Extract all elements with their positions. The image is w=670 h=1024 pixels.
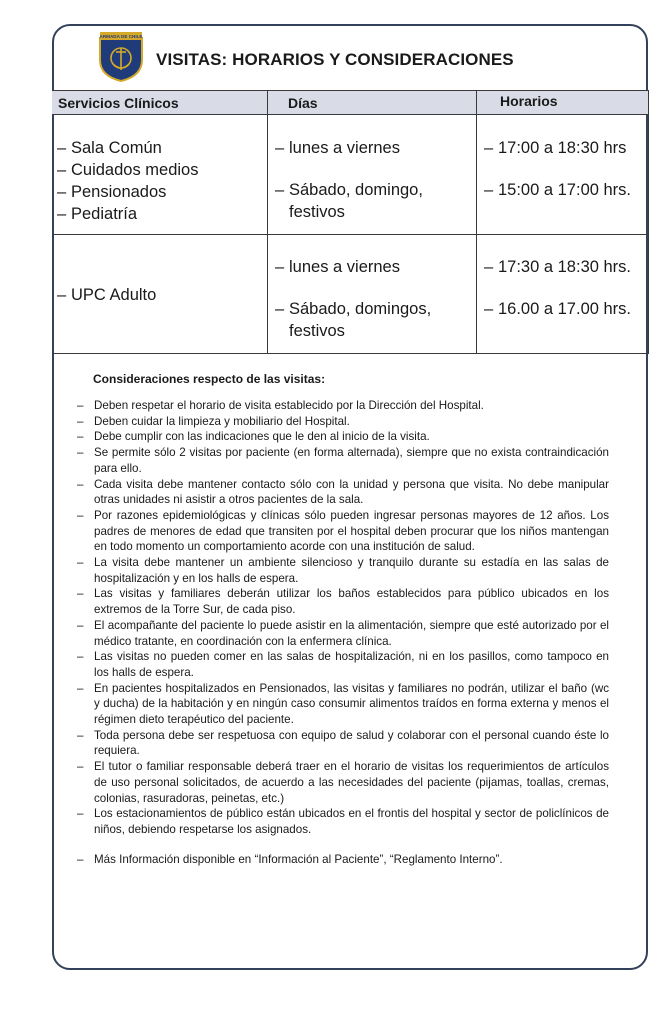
considerations-title: Consideraciones respecto de las visitas: bbox=[93, 372, 326, 386]
list-item: – Las visitas y familiares deberán utilizar los baños establecidos para público ubicados en los extremos de la Torre Sur, de cada piso. bbox=[77, 587, 609, 617]
list-item: – La visita debe mantener un ambiente silencioso y tranquilo durante su estadía en las salas de hospitalización y en los halls de espera. bbox=[77, 556, 609, 585]
list-item: – Deben cuidar la limpieza y mobiliario del Hospital. bbox=[77, 414, 350, 428]
day-item: – lunes a viernes bbox=[275, 258, 400, 276]
logo-text: ARMADA DE CHILE bbox=[99, 34, 143, 40]
list-item: – El tutor o familiar responsable deberá traer en el horario de visitas los requerimientos de artículos de uso personal solicitados, de acuerdo a las necesidades del paciente (pijamas, toallas, cremas, colonias, rasuradoras, peinetas, etc.) bbox=[77, 760, 609, 805]
considerations-list bbox=[77, 398, 609, 867]
table-cell-dias bbox=[275, 137, 423, 223]
table-divider bbox=[476, 90, 477, 354]
table-cell-horarios bbox=[484, 137, 631, 201]
service-item: – Sala Común bbox=[57, 139, 162, 157]
service-item: – Pensionados bbox=[57, 183, 167, 201]
list-item: – El acompañante del paciente lo puede asistir en la alimentación, siempre que esté autorizado por el médico tratante, en coordinación con la enfermera clínica. bbox=[77, 618, 609, 648]
header-servicios: Servicios Clínicos bbox=[58, 95, 179, 111]
page-title: VISITAS: HORARIOS Y CONSIDERACIONES bbox=[156, 50, 514, 69]
day-item: festivos bbox=[289, 203, 345, 221]
service-item: – UPC Adulto bbox=[57, 286, 157, 304]
table-divider bbox=[648, 90, 649, 354]
service-item: – Pediatría bbox=[57, 205, 138, 223]
navy-crest-logo-icon bbox=[96, 30, 146, 82]
table-divider bbox=[267, 90, 268, 354]
list-item: – En pacientes hospitalizados en Pensionados, las visitas y familiares no podrán, utilizar el baño (wc y ducha) de la habitación y en ningún caso consumir alimentos traídos en forma externa y menos el régimen dieto terapéutico del paciente. bbox=[77, 681, 609, 727]
day-item: – lunes a viernes bbox=[275, 139, 400, 157]
table-cell-servicios bbox=[57, 284, 156, 306]
table-cell-servicios bbox=[57, 137, 199, 225]
table-cell-horarios bbox=[484, 256, 631, 320]
service-item: – Cuidados medios bbox=[57, 161, 199, 179]
list-item: – Por razones epidemiológicas y clínicas sólo pueden ingresar personas mayores de 12 años. Los padres de menores de edad que transiten por el hospital deben procurar que los niños mantengan en todo momento un comportamiento acorde con una institución de salud. bbox=[77, 508, 609, 554]
list-item: – Se permite sólo 2 visitas por paciente (en forma alternada), siempre que no exista contraindicación para ello. bbox=[77, 446, 609, 475]
document-header bbox=[52, 24, 648, 90]
list-item: – Deben respetar el horario de visita establecido por la Dirección del Hospital. bbox=[77, 399, 484, 412]
list-item: – Toda persona debe ser respetuosa con equipo de salud y colaborar con el personal cuando éste lo requiera. bbox=[77, 728, 609, 758]
table-cell-dias bbox=[275, 256, 431, 342]
day-item: – Sábado, domingos, bbox=[275, 300, 432, 318]
list-item: – Los estacionamientos de público están ubicados en el frontis del hospital y sector de policlínicos de niños, debiendo respetarse los asignados. bbox=[77, 807, 609, 836]
list-item: – Cada visita debe mantener contacto sólo con la unidad y persona que visita. No debe manipular otras unidades ni asistir a otros pacientes de la sala. bbox=[77, 477, 609, 507]
list-item: – Debe cumplir con las indicaciones que le den al inicio de la visita. bbox=[77, 430, 430, 444]
header-dias: Días bbox=[288, 95, 318, 111]
time-item: – 17:30 a 18:30 hrs. bbox=[484, 258, 632, 276]
day-item: – Sábado, domingo, bbox=[275, 181, 423, 199]
day-item: festivos bbox=[289, 322, 345, 340]
time-item: – 15:00 a 17:00 hrs. bbox=[484, 181, 632, 199]
time-item: – 16.00 a 17.00 hrs. bbox=[484, 300, 632, 318]
table-row-divider bbox=[52, 353, 649, 354]
list-item: – Las visitas no pueden comer en las salas de hospitalización, ni en los pasillos, como tampoco en los halls de espera. bbox=[77, 650, 609, 679]
header-horarios: Horarios bbox=[500, 93, 558, 109]
table-row-divider bbox=[52, 234, 649, 235]
table-header bbox=[52, 90, 649, 115]
time-item: – 17:00 a 18:30 hrs bbox=[484, 139, 627, 157]
more-info-item: – Más Información disponible en “Información al Paciente”, “Reglamento Interno”. bbox=[77, 852, 503, 866]
